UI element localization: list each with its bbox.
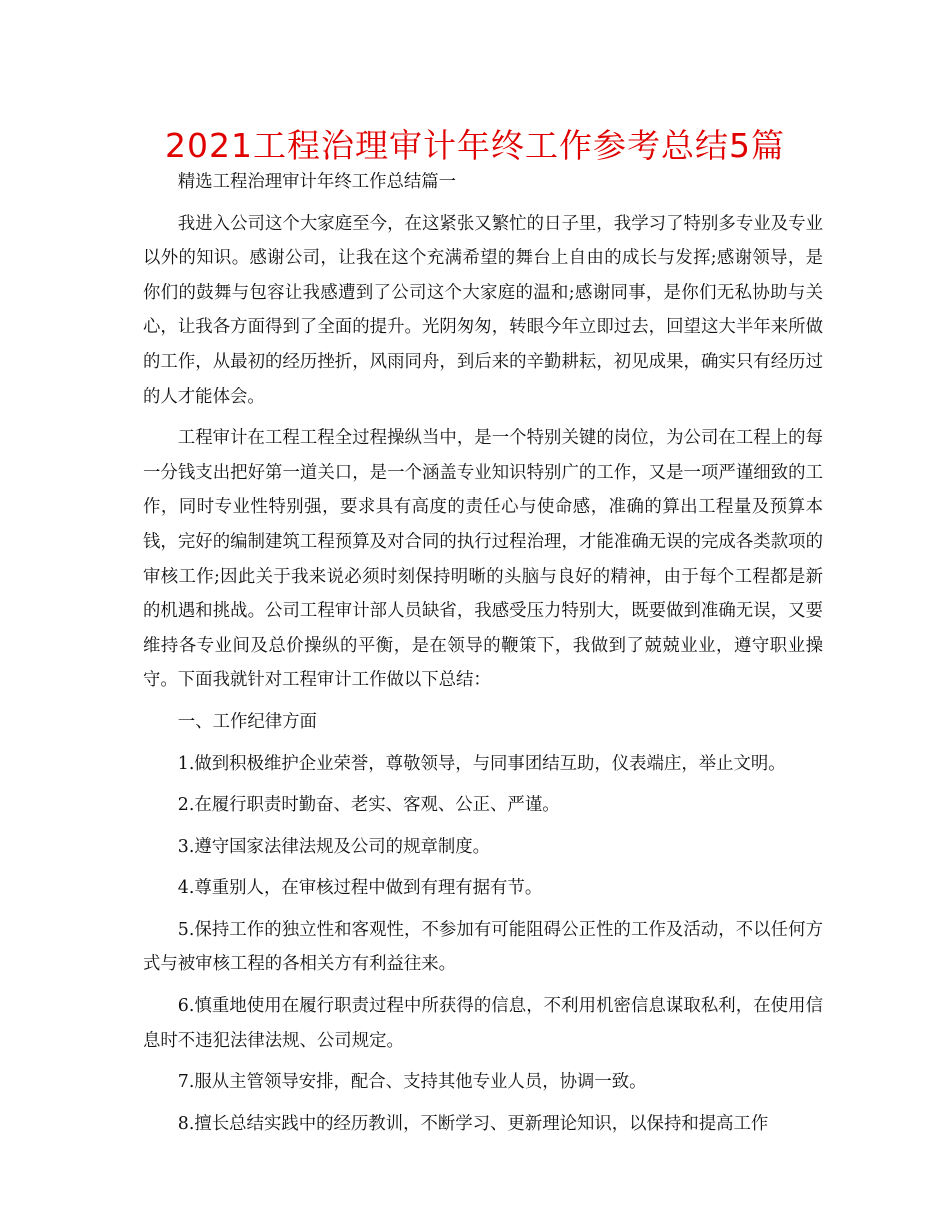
document-title: 2021工程治理审计年终工作参考总结5篇 xyxy=(165,126,785,165)
list-item: 4.尊重别人，在审核过程中做到有理有据有节。 xyxy=(177,878,543,899)
list-item: 3.遵守国家法律法规及公司的规章制度。 xyxy=(177,836,491,857)
list-item: 5.保持工作的独立性和客观性，不参加有可能阻碍公正性的工作及活动，不以任何方式与被审核工程的各相关方有利益往来。 xyxy=(143,919,823,975)
paragraph: 工程审计在工程工程全过程操纵当中，是一个特别关键的岗位，为公司在工程上的每一分钱支出把好第一道关口，是一个涵盖专业知识特别广的工作，又是一项严谨细致的工作，同时专业性特别强，要求具有高度的责任心与使命感，准确的算出工程量及预算本钱，完好的编制建筑工程预算及对合同的执行过程治理，才能准确无误的完成各类款项的审核工作;因此关于我来说必须时刻保持明晰的头脑与良好的精神，由于每个工程都是新的机遇和挑战。公司工程审计部人员缺省，我感受压力特别大，既要做到准确无误，又要维持各专业间及总价操纵的平衡，是在领导的鞭策下，我做到了兢兢业业，遵守职业操守。下面我就针对工程审计工作做以下总结： xyxy=(143,428,823,691)
list-item: 1.做到积极维护企业荣誉，尊敬领导，与同事团结互助，仪表端庄，举止文明。 xyxy=(177,753,786,774)
list-item: 8.擅长总结实践中的经历教训，不断学习、更新理论知识，以保持和提高工作 xyxy=(177,1113,769,1134)
section-heading: 精选工程治理审计年终工作总结篇一 xyxy=(177,172,457,192)
list-item: 6.慎重地使用在履行职责过程中所获得的信息，不利用机密信息谋取私利，在使用信息时不违犯法律法规、公司规定。 xyxy=(143,996,823,1051)
paragraph: 我进入公司这个大家庭至今，在这紧张又繁忙的日子里，我学习了特别多专业及专业以外的知识。感谢公司，让我在这个充满希望的舞台上自由的成长与发挥;感谢领导，是你们的鼓舞与包容让我感遭到了公司这个大家庭的温和;感谢同事，是你们无私协助与关心，让我各方面得到了全面的提升。光阴匆匆，转眼今年立即过去，回望这大半年来所做的工作，从最初的经历挫折，风雨同舟，到后来的辛勤耕耘，初见成果，确实只有经历过的人才能体会。 xyxy=(143,213,823,407)
list-item: 2.在履行职责时勤奋、老实、客观、公正、严谨。 xyxy=(177,795,560,816)
list-item: 7.服从主管领导安排，配合、支持其他专业人员，协调一致。 xyxy=(177,1072,647,1093)
list-heading: 一、工作纪律方面 xyxy=(177,711,317,732)
document-body xyxy=(143,165,823,1141)
